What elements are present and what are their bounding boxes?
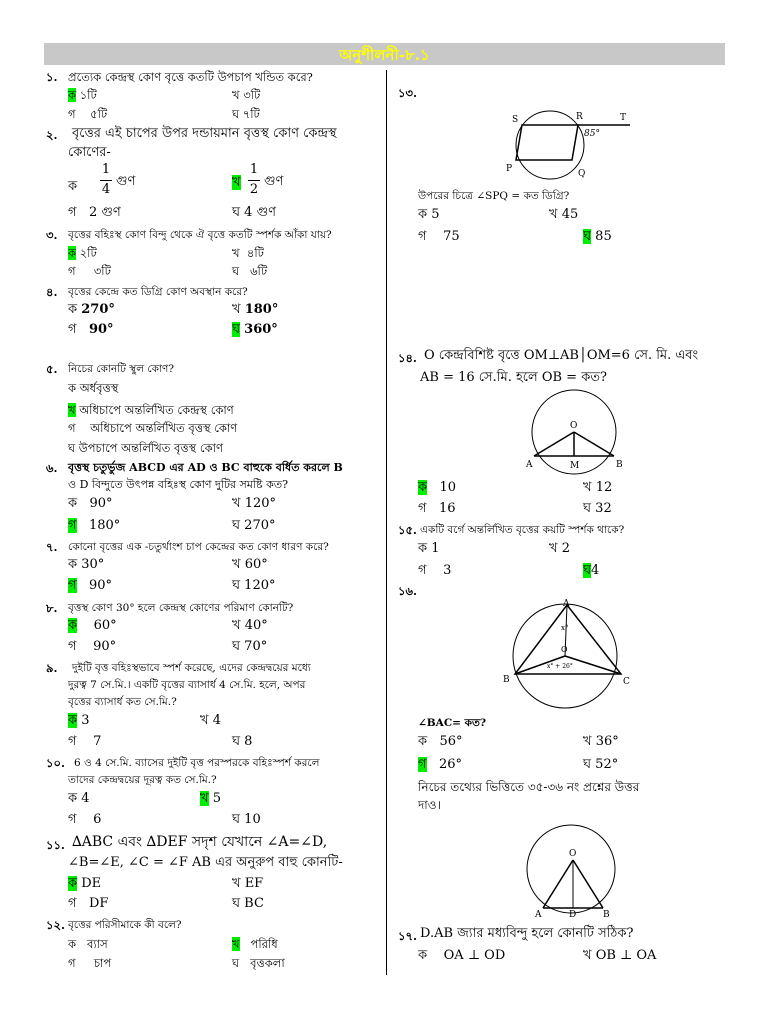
q15-ka-label: ক <box>418 541 428 556</box>
q2-ka-fraction-bar <box>100 180 112 181</box>
q12-text: বৃত্তের পরিসীমাকে কী বলে? <box>68 919 182 931</box>
q4-ga: 90° <box>88 322 114 337</box>
q4-number: ৪. <box>46 285 58 299</box>
fig13-label-r: R <box>576 112 583 122</box>
q4-gha-label: ঘ <box>232 322 241 337</box>
q5-ga: অধিচাপে অন্তর্লিখিত বৃত্তস্থ কোণ <box>90 421 238 435</box>
q7-gha-label: ঘ <box>232 578 241 593</box>
figure-13 <box>500 108 640 183</box>
fig17-circle <box>527 825 615 913</box>
q8-ka: 60° <box>93 618 117 633</box>
q16-number: ১৬. <box>398 584 417 598</box>
q8-number: ৮. <box>46 601 58 615</box>
fig16-label-x: x° <box>561 624 569 632</box>
q1-gha: ৭টি <box>242 107 260 121</box>
q8-ga: 90° <box>93 639 117 654</box>
q8-kha-label: খ <box>232 618 241 633</box>
q10-gha: 10 <box>244 812 261 827</box>
q2-kha: গুণ <box>264 174 284 189</box>
q9-text-3: বৃত্তের ব্যাসার্ধ কত সে.মি.? <box>68 696 177 708</box>
q7-ka: 30° <box>81 557 105 572</box>
fig14-oa <box>534 432 574 456</box>
q4-kha: 180° <box>244 302 279 317</box>
q17-kha-label: খ <box>583 948 592 963</box>
q14-kha: 12 <box>595 480 613 495</box>
q6-kha-label: খ <box>232 496 241 511</box>
q6-gha: 270° <box>244 518 276 533</box>
q1-text: প্রত্যেক কেন্দ্রস্থ কোণ বৃত্তে কতটি উপচাপ খন্ডিত করে? <box>68 70 313 84</box>
fig17-label-o: O <box>569 849 577 859</box>
fig13-label-t: T <box>620 113 627 123</box>
q6-ga: 180° <box>88 518 121 533</box>
q2-ka-den: 4 <box>101 182 111 197</box>
q4-ga-label: গ <box>68 322 77 337</box>
instruction-text-1: নিচের তথ্যের ভিত্তিতে ৩৫-৩৬ নং প্রশ্নের উত্তর <box>418 780 640 794</box>
q11-gha-label: ঘ <box>232 896 241 911</box>
q6-gha-label: ঘ <box>232 518 241 533</box>
q2-ka-num: 1 <box>101 162 111 177</box>
q11-ka: DE <box>81 876 102 891</box>
q2-text-2: কোণের- <box>68 145 111 160</box>
q9-kha-label: খ <box>200 713 209 728</box>
q9-number: ৯. <box>46 661 58 675</box>
q7-ga: 90° <box>88 578 112 593</box>
q13-ga: 75 <box>443 229 460 244</box>
q10-number: ১০. <box>46 756 65 770</box>
q8-gha: 70° <box>244 639 268 654</box>
q4-ka: 270° <box>81 302 115 317</box>
q10-gha-label: ঘ <box>232 812 241 827</box>
q14-ka: 10 <box>439 480 457 495</box>
q14-ka-label: ক <box>418 480 428 495</box>
q12-kha: পরিধি <box>250 937 278 951</box>
q14-text-2: AB = 16 সে.মি. হলে OB = কত? <box>420 370 608 385</box>
q2-number: ২. <box>46 128 58 142</box>
q9-ga-label: গ <box>68 734 77 749</box>
q11-text-2: ∠B=∠E, ∠C = ∠F AB এর অনুরুপ বাহু কোনটি- <box>68 855 343 870</box>
q7-kha-label: খ <box>232 557 241 572</box>
fig16-label-o: O <box>561 645 568 654</box>
q1-number: ১. <box>46 70 58 84</box>
q3-kha: ৪টি <box>246 246 264 260</box>
fig16-label-b: B <box>503 675 510 685</box>
q13-gha: 85 <box>595 229 612 244</box>
q5-ka: ক অর্ধবৃত্তস্থ <box>68 381 119 395</box>
q16-kha: 36° <box>595 734 619 749</box>
q1-ga: ৫টি <box>90 107 108 121</box>
figure-16 <box>495 598 635 710</box>
q17-ka: OA ⊥ OD <box>443 948 506 963</box>
fig13-circle <box>516 111 584 179</box>
q7-number: ৭. <box>46 540 58 554</box>
q7-kha: 60° <box>244 557 268 572</box>
q16-gha-label: ঘ <box>583 757 592 772</box>
fig14-label-a: A <box>526 460 533 470</box>
fig17-label-d: D <box>569 910 577 920</box>
q14-number: ১৪. <box>398 351 417 365</box>
q8-text: বৃত্তস্থ কোণ 30° হলে কেন্দ্রস্থ কোণের পরিমাণ কোনটি? <box>68 602 294 614</box>
q15-ga: 3 <box>443 563 452 578</box>
q10-ga-label: গ <box>68 812 77 827</box>
q3-gha: ৬টি <box>250 264 268 278</box>
q5-kha: অধিচাপে অন্তর্লিখিত কেন্দ্রস্থ কোণ <box>79 403 234 417</box>
q16-ka-label: ক <box>418 734 428 749</box>
q5-kha-label: খ <box>68 403 76 417</box>
q7-text: কোনো বৃত্তের এক -চতুর্থাংশ চাপ কেন্দ্রের কত কোণ ধারণ করে? <box>68 541 329 553</box>
q4-text: বৃত্তের কেন্দ্রে কত ডিগ্রি কোণ অবস্থান করে? <box>68 286 248 298</box>
q15-gha: 4 <box>591 563 600 578</box>
fig13-label-s: S <box>512 115 519 125</box>
q11-number: ১১. <box>46 838 65 852</box>
q11-text-1: ∆ABC এবং ∆DEF সদৃশ যেখানে ∠A=∠D, <box>72 834 328 850</box>
q13-gha-label: ঘ <box>583 229 592 244</box>
q12-ka: ব্যাস <box>87 937 108 951</box>
q6-text-1: বৃত্তস্থ চতুর্ভুজ ABCD এর AD ও BC বাহুকে বর্ধিত করলে B <box>68 461 343 474</box>
q6-ka-label: ক <box>68 496 78 511</box>
q3-gha-label: ঘ <box>232 264 240 278</box>
q7-gha: 120° <box>244 578 276 593</box>
q13-kha: 45 <box>561 207 579 222</box>
q13-text: উপরের চিত্রে ∠SPQ = কত ডিগ্রি? <box>418 190 570 202</box>
fig13-label-q: Q <box>578 169 586 179</box>
fig16-expression: x° + 26° <box>547 663 573 670</box>
q4-ka-label: ক <box>68 302 78 317</box>
q12-gha: বৃত্তকলা <box>250 956 285 970</box>
q14-gha-label: ঘ <box>583 501 592 516</box>
q17-text: D.AB জ্যার মধ্যবিন্দু হলে কোনটি সঠিক? <box>420 926 634 941</box>
q3-ka-label: ক <box>68 246 77 260</box>
q7-ka-label: ক <box>68 557 78 572</box>
q14-ga: 16 <box>438 501 456 516</box>
fig14-label-o: O <box>570 421 578 431</box>
q3-ga-label: গ <box>68 264 76 278</box>
q5-text: নিচের কোনটি স্থুল কোণ? <box>68 363 174 375</box>
q2-gha: 4 গুণ <box>244 205 276 220</box>
q6-ga-label: গ <box>68 518 77 533</box>
q15-kha-label: খ <box>549 541 558 556</box>
q1-kha-label: খ <box>232 88 240 102</box>
q12-ga: চাপ <box>93 956 112 970</box>
q16-text: ∠BAC= কত? <box>418 717 487 729</box>
q3-ka: ২টি <box>79 246 97 260</box>
q11-ka-label: ক <box>68 876 78 891</box>
q16-gha: 52° <box>595 757 619 772</box>
q1-ga-label: গ <box>68 107 76 121</box>
fig17-oa <box>543 860 573 908</box>
q17-number: ১৭. <box>398 929 417 943</box>
q11-ga: DF <box>88 896 109 911</box>
q10-text-1: 6 ও 4 সে.মি. ব্যাসের দুইটি বৃত্ত পরস্পরকে বহিঃস্পর্শ করলে <box>74 757 320 769</box>
q13-kha-label: খ <box>549 207 558 222</box>
q7-ga-label: গ <box>68 578 77 593</box>
q11-gha: BC <box>244 896 264 911</box>
q11-ga-label: গ <box>68 896 77 911</box>
q13-number: ১৩. <box>398 86 417 100</box>
q14-gha: 32 <box>595 501 612 516</box>
fig13-label-p: P <box>506 164 513 174</box>
q15-text: একটি বর্গে অন্তর্লিখিত বৃত্তের কয়টি স্পর্শক থাকে? <box>420 524 625 536</box>
q3-text: বৃত্তের বহিঃস্থ কোণ বিন্দু থেকে ঐ বৃত্তে কতটি স্পর্শক আঁকা যায়? <box>68 229 332 241</box>
q9-text-2: দুরত্ব 7 সে.মি.। একটি বৃত্তের ব্যাসার্ধ 4 সে.মি. হলে, অপর <box>68 679 306 691</box>
q1-ka-label: ক <box>68 88 77 102</box>
q14-text-1: O কেন্দ্রবিশিষ্ট বৃত্তে OM⊥AB│OM=6 সে. মি. এবং <box>424 348 699 363</box>
q9-ga: 7 <box>93 734 102 749</box>
q1-ka: ১টি <box>79 88 97 102</box>
q16-ka: 56° <box>439 734 463 749</box>
instruction-text-2: দাও। <box>418 798 441 812</box>
q12-gha-label: ঘ <box>232 956 240 970</box>
q15-number: ১৫. <box>398 523 417 537</box>
q6-number: ৬. <box>46 461 58 475</box>
fig14-label-b: B <box>616 460 623 470</box>
q2-ga-label: গ <box>68 205 77 220</box>
fig16-oc <box>565 656 621 674</box>
q15-kha: 2 <box>561 541 570 556</box>
q9-gha: 8 <box>244 734 253 749</box>
q15-gha-label: ঘ <box>583 563 592 578</box>
q2-ka-label: ক <box>68 179 78 194</box>
fig13-angle: 85° <box>584 129 600 139</box>
q10-ka-label: ক <box>68 791 78 806</box>
q10-ka: 4 <box>81 791 90 806</box>
column-divider <box>386 70 387 975</box>
q12-ka-label: ক <box>68 937 77 951</box>
q10-kha: 5 <box>212 791 221 806</box>
header-title: অনুশীলনী-৮.১ <box>339 46 430 64</box>
q10-ga: 6 <box>93 812 102 827</box>
q15-ka: 1 <box>431 541 440 556</box>
q1-kha: ৩টি <box>243 88 261 102</box>
q15-ga-label: গ <box>418 563 427 578</box>
q2-kha-den: 2 <box>249 182 259 197</box>
q2-kha-fraction-bar <box>248 180 260 181</box>
q13-ga-label: গ <box>418 229 427 244</box>
q17-ka-label: ক <box>418 948 428 963</box>
q6-kha: 120° <box>244 496 277 511</box>
q16-ga-label: গ <box>418 757 427 772</box>
q5-ga-label: গ <box>68 421 76 435</box>
q9-gha-label: ঘ <box>232 734 241 749</box>
q8-gha-label: ঘ <box>232 639 241 654</box>
q16-kha-label: খ <box>583 734 592 749</box>
fig17-ob <box>573 860 603 908</box>
fig14-ob <box>574 432 614 456</box>
q16-ga: 26° <box>438 757 462 772</box>
q11-kha: EF <box>244 876 264 891</box>
q12-ga-label: গ <box>68 956 76 970</box>
header-bar <box>44 43 725 65</box>
q9-kha: 4 <box>212 713 221 728</box>
q14-kha-label: খ <box>583 480 592 495</box>
q6-text-2: ও D বিন্দুতে উৎপন্ন বহিঃস্থ কোণ দুটির সমষ্টি কত? <box>68 478 288 491</box>
q2-kha-label: খ <box>232 175 241 190</box>
q8-ga-label: গ <box>68 639 77 654</box>
fig17-label-a: A <box>535 910 542 920</box>
q2-ga: 2 গুণ <box>88 205 121 220</box>
q8-ka-label: ক <box>68 618 78 633</box>
figure-14 <box>520 388 630 480</box>
fig16-label-a: A <box>563 599 570 609</box>
q9-text-1: দুইটি বৃত্ত বহিঃস্থভাবে স্পর্শ করেছে, এদের কেন্দ্রদ্বয়ের মধ্যে <box>72 662 311 674</box>
q10-kha-label: খ <box>200 791 209 806</box>
q13-ka-label: ক <box>418 207 428 222</box>
q13-ka: 5 <box>431 207 440 222</box>
q17-kha: OB ⊥ OA <box>595 948 657 963</box>
fig16-label-c: C <box>623 677 630 687</box>
q1-gha-label: ঘ <box>232 107 240 121</box>
fig14-label-m: M <box>570 461 580 471</box>
q3-kha-label: খ <box>232 246 240 260</box>
q2-text-1: বৃত্তের এই চাপের উপর দন্ডায়মান বৃত্তস্থ কোণ কেন্দ্রস্থ <box>72 126 337 141</box>
q14-ga-label: গ <box>418 501 427 516</box>
q9-ka-label: ক <box>68 713 78 728</box>
q4-kha-label: খ <box>232 302 241 317</box>
q5-number: ৫. <box>46 362 58 376</box>
q3-number: ৩. <box>46 228 58 242</box>
q3-ga: ৩টি <box>93 264 111 278</box>
figure-17 <box>517 824 627 920</box>
q2-kha-num: 1 <box>249 162 259 177</box>
q2-ka: গুণ <box>116 174 136 189</box>
q2-gha-label: ঘ <box>232 205 241 220</box>
q10-text-2: তাদের কেন্দ্রদ্বয়ের দূরত্ব কত সে.মি.? <box>68 774 217 786</box>
q8-kha: 40° <box>244 618 268 633</box>
q11-kha-label: খ <box>232 876 241 891</box>
fig13-quadrilateral <box>516 125 578 160</box>
q12-kha-label: খ <box>232 937 240 951</box>
q6-ka: 90° <box>89 496 113 511</box>
q4-gha: 360° <box>244 322 278 337</box>
q5-gha: ঘ উপচাপে অন্তর্লিখিত বৃত্তস্থ কোণ <box>68 441 223 455</box>
fig17-label-b: B <box>603 910 610 920</box>
q9-ka: 3 <box>81 713 90 728</box>
q12-number: ১২. <box>46 918 65 932</box>
